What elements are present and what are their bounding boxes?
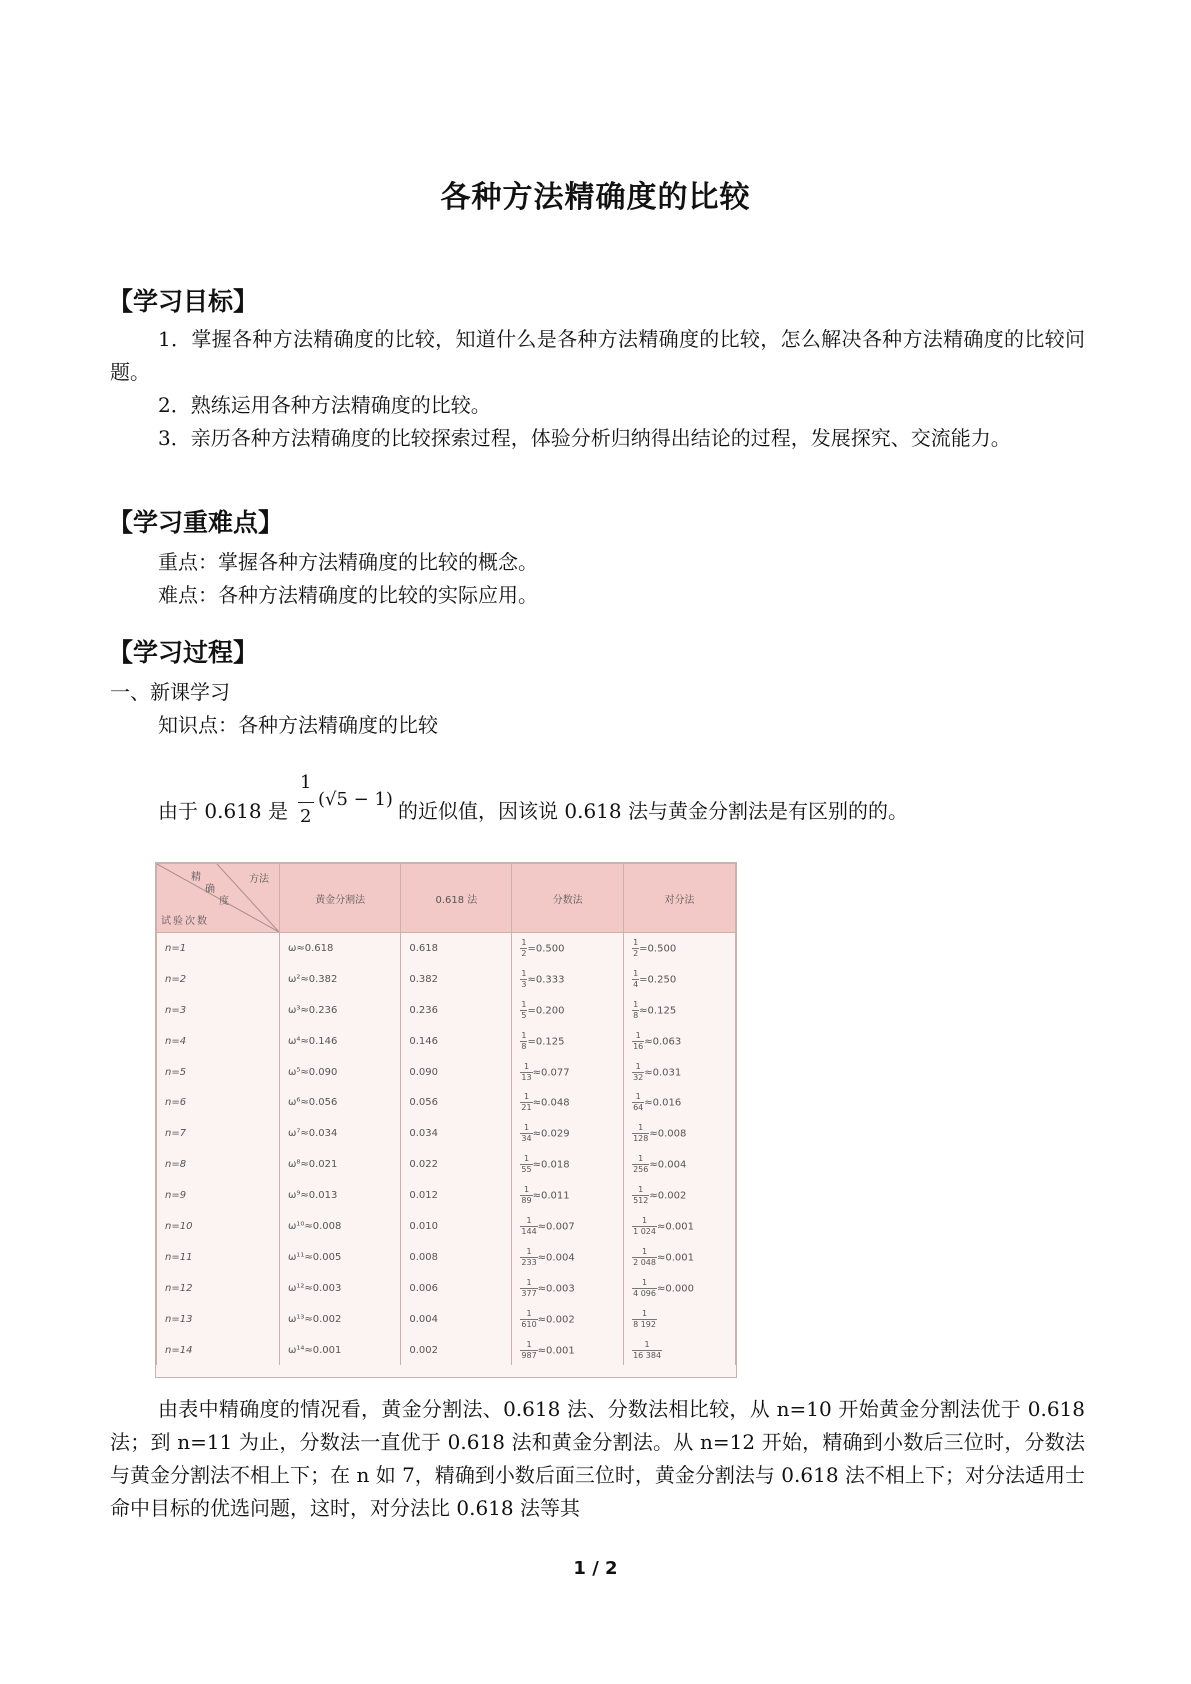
fraction-denominator: 5 xyxy=(521,1010,527,1020)
corner-label-jing: 精 xyxy=(191,872,201,883)
bisection-method-cell xyxy=(624,1211,736,1242)
fraction-denominator: 4 096 xyxy=(633,1288,656,1298)
fraction-denominator: 16 384 xyxy=(633,1350,662,1360)
fraction-denominator: 21 xyxy=(521,1103,532,1113)
goal-item-3: 3．亲历各种方法精确度的比较探索过程，体验分析归纳得出结论的过程，发展探究、交流能力。 xyxy=(158,426,1011,450)
fraction-method-cell xyxy=(512,1057,624,1088)
bisection-method-cell xyxy=(624,1087,736,1118)
golden-section-cell: ω¹⁰≈0.008 xyxy=(280,1211,401,1242)
trial-count-cell: n=2 xyxy=(157,964,280,995)
goal-item-1: 1．掌握各种方法精确度的比较，知道什么是各种方法精确度的比较，怎么解决各种方法精确度的比较问题。 xyxy=(110,327,1085,384)
fraction-denominator: 3 xyxy=(521,979,527,989)
method-0618-cell: 0.236 xyxy=(401,995,512,1026)
fraction-numerator: 1 xyxy=(632,1031,644,1042)
table-row xyxy=(157,1087,736,1118)
fraction xyxy=(520,1154,532,1175)
fraction xyxy=(632,1062,644,1083)
trial-count-cell: n=14 xyxy=(157,1335,280,1366)
fraction-numerator: 1 xyxy=(520,1247,537,1258)
fraction-denominator: 13 xyxy=(521,1072,532,1082)
fraction xyxy=(632,1309,657,1330)
fraction xyxy=(520,1123,532,1144)
trial-count-cell: n=9 xyxy=(157,1180,280,1211)
bisection-method-cell xyxy=(624,1304,736,1335)
golden-section-cell: ω⁹≈0.013 xyxy=(280,1180,401,1211)
formula-denominator: 2 xyxy=(300,806,312,827)
fraction-method-cell xyxy=(512,1149,624,1180)
sentence-suffix: 的近似值，因该说 0.618 法与黄金分割法是有区别的的。 xyxy=(398,799,908,823)
golden-section-cell: ω³≈0.236 xyxy=(280,995,401,1026)
golden-ratio-formula xyxy=(298,772,408,834)
fraction xyxy=(632,1092,644,1113)
fraction-denominator: 8 xyxy=(521,1041,527,1051)
fraction-value: ≈0.029 xyxy=(532,1128,570,1140)
fraction-numerator: 1 xyxy=(632,1185,649,1196)
bisection-method-cell xyxy=(624,1118,736,1149)
fraction-numerator: 1 xyxy=(521,1030,527,1040)
fraction-denominator: 55 xyxy=(521,1165,532,1175)
fraction-numerator: 1 xyxy=(632,1247,657,1258)
table-row xyxy=(157,1211,736,1242)
bisection-value: =0.500 xyxy=(639,943,677,955)
corner-label-du: 度 xyxy=(219,896,229,907)
fraction-denominator: 987 xyxy=(521,1350,537,1360)
fraction-value: =0.200 xyxy=(527,1005,565,1017)
method-0618-cell: 0.090 xyxy=(401,1057,512,1088)
bisection-method-cell xyxy=(624,1335,736,1366)
fraction-numerator: 1 xyxy=(520,1309,537,1320)
table-row xyxy=(157,1273,736,1304)
method-0618-cell: 0.022 xyxy=(401,1149,512,1180)
part-heading-new-lesson: 一、新课学习 xyxy=(110,680,230,704)
diagonal-header xyxy=(157,864,279,932)
bisection-value: ≈0.001 xyxy=(656,1221,694,1233)
fraction-numerator: 1 xyxy=(632,1340,662,1351)
trial-count-cell: n=11 xyxy=(157,1242,280,1273)
method-0618-cell: 0.012 xyxy=(401,1180,512,1211)
fraction-numerator: 1 xyxy=(632,1062,644,1073)
fraction-numerator: 1 xyxy=(520,1154,532,1165)
fraction xyxy=(632,1278,657,1299)
table-header-row xyxy=(157,864,736,933)
bisection-value: =0.250 xyxy=(639,974,677,986)
fraction-denominator: 4 xyxy=(633,979,639,989)
fraction xyxy=(632,1123,649,1144)
bisection-method-cell xyxy=(624,1180,736,1211)
golden-section-cell: ω¹⁴≈0.001 xyxy=(280,1335,401,1366)
fraction xyxy=(520,1278,537,1299)
fraction-method-cell xyxy=(512,1118,624,1149)
precision-comparison-table xyxy=(155,862,737,1378)
fraction xyxy=(520,1092,532,1113)
golden-section-cell: ω²≈0.382 xyxy=(280,964,401,995)
column-header-golden: 黄金分割法 xyxy=(280,864,401,933)
bisection-method-cell xyxy=(624,933,736,964)
golden-section-cell: ω⁷≈0.034 xyxy=(280,1118,401,1149)
fraction-value: ≈0.048 xyxy=(532,1097,570,1109)
page-number: 1 / 2 xyxy=(573,1558,618,1579)
bisection-value: ≈0.031 xyxy=(644,1067,682,1078)
method-0618-cell: 0.002 xyxy=(401,1335,512,1366)
fraction-numerator: 1 xyxy=(520,1062,532,1073)
fraction-numerator: 1 xyxy=(633,968,639,978)
fraction-method-cell xyxy=(512,1242,624,1273)
trial-count-cell: n=3 xyxy=(157,995,280,1026)
fraction-method-cell xyxy=(512,1211,624,1242)
trial-count-cell: n=12 xyxy=(157,1273,280,1304)
fraction-value: ≈0.077 xyxy=(532,1067,570,1078)
golden-section-cell: ω⁵≈0.090 xyxy=(280,1057,401,1088)
corner-label-method: 方法 xyxy=(249,874,269,885)
fraction-method-cell xyxy=(512,1026,624,1057)
section-heading-keypoints: 【学习重难点】 xyxy=(108,508,284,537)
fraction-numerator: 1 xyxy=(633,999,639,1009)
fraction-method-cell xyxy=(512,1273,624,1304)
table-row xyxy=(157,1057,736,1088)
goal-item-2: 2．熟练运用各种方法精确度的比较。 xyxy=(158,393,491,417)
fraction-denominator: 233 xyxy=(521,1257,537,1267)
section-heading-process: 【学习过程】 xyxy=(108,638,259,667)
difficult-point: 难点：各种方法精确度的比较的实际应用。 xyxy=(158,583,538,607)
bisection-value: ≈0.000 xyxy=(656,1283,694,1295)
fraction-numerator: 1 xyxy=(632,1309,657,1320)
golden-section-cell: ω⁴≈0.146 xyxy=(280,1026,401,1057)
fraction-value: ≈0.007 xyxy=(537,1221,575,1233)
bisection-value: ≈0.001 xyxy=(656,1252,694,1264)
bisection-method-cell xyxy=(624,995,736,1026)
table-row xyxy=(157,1026,736,1057)
fraction-denominator: 8 xyxy=(633,1010,639,1020)
fraction xyxy=(520,1340,537,1361)
bisection-value: ≈0.016 xyxy=(644,1097,682,1109)
bisection-method-cell xyxy=(624,1026,736,1057)
trial-count-cell: n=5 xyxy=(157,1057,280,1088)
golden-section-cell: ω¹³≈0.002 xyxy=(280,1304,401,1335)
method-0618-cell: 0.008 xyxy=(401,1242,512,1273)
fraction-numerator: 1 xyxy=(632,1278,657,1289)
table-row xyxy=(157,1335,736,1366)
fraction-denominator: 128 xyxy=(633,1134,649,1144)
table-row xyxy=(157,1118,736,1149)
fraction-numerator: 1 xyxy=(520,1092,532,1103)
fraction-denominator: 34 xyxy=(521,1134,532,1144)
fraction-numerator: 1 xyxy=(520,1278,537,1289)
bisection-value: ≈0.063 xyxy=(644,1036,682,1048)
fraction-value: ≈0.018 xyxy=(532,1159,570,1171)
method-0618-cell: 0.004 xyxy=(401,1304,512,1335)
fraction-denominator: 512 xyxy=(633,1196,649,1206)
golden-section-cell: ω⁸≈0.021 xyxy=(280,1149,401,1180)
fraction-value: ≈0.002 xyxy=(537,1314,575,1326)
trial-count-cell: n=1 xyxy=(157,933,280,964)
column-header-0618: 0.618 法 xyxy=(401,864,512,933)
trial-count-cell: n=10 xyxy=(157,1211,280,1242)
golden-section-cell: ω≈0.618 xyxy=(280,933,401,964)
knowledge-point: 知识点：各种方法精确度的比较 xyxy=(158,713,438,737)
bisection-method-cell xyxy=(624,964,736,995)
table-corner-cell xyxy=(157,864,280,933)
bisection-method-cell xyxy=(624,1242,736,1273)
trial-count-cell: n=4 xyxy=(157,1026,280,1057)
method-0618-cell: 0.146 xyxy=(401,1026,512,1057)
key-point: 重点：掌握各种方法精确度的比较的概念。 xyxy=(158,550,538,574)
fraction-numerator: 1 xyxy=(521,937,527,947)
trial-count-cell: n=13 xyxy=(157,1304,280,1335)
table-row xyxy=(157,1149,736,1180)
corner-label-trials: 试验次数 xyxy=(161,916,209,927)
fraction xyxy=(632,1216,657,1237)
fraction-method-cell xyxy=(512,1335,624,1366)
fraction-numerator: 1 xyxy=(632,1216,657,1227)
method-0618-cell: 0.010 xyxy=(401,1211,512,1242)
method-0618-cell: 0.056 xyxy=(401,1087,512,1118)
fraction-method-cell xyxy=(512,995,624,1026)
column-header-fraction: 分数法 xyxy=(512,864,624,933)
fraction-denominator: 2 xyxy=(633,948,639,958)
method-0618-cell: 0.034 xyxy=(401,1118,512,1149)
fraction-value: ≈0.003 xyxy=(537,1283,575,1295)
fraction-method-cell xyxy=(512,964,624,995)
fraction-value: ≈0.004 xyxy=(537,1252,575,1264)
method-0618-cell: 0.006 xyxy=(401,1273,512,1304)
fraction-denominator: 8 192 xyxy=(633,1319,656,1329)
formula-expression: (√5 − 1) xyxy=(318,789,393,810)
fraction-numerator: 1 xyxy=(520,1123,532,1134)
method-0618-cell: 0.618 xyxy=(401,933,512,964)
fraction-denominator: 2 048 xyxy=(633,1257,656,1267)
fraction-numerator: 1 xyxy=(521,968,527,978)
golden-section-cell: ω¹²≈0.003 xyxy=(280,1273,401,1304)
bisection-value: ≈0.008 xyxy=(649,1128,687,1140)
bisection-value: ≈0.004 xyxy=(649,1159,687,1171)
fraction xyxy=(632,1247,657,1268)
fraction-denominator: 256 xyxy=(633,1165,649,1175)
fraction-denominator: 1 024 xyxy=(633,1226,656,1236)
fraction-denominator: 610 xyxy=(521,1319,537,1329)
fraction xyxy=(520,1185,532,1206)
fraction-value: ≈0.011 xyxy=(532,1190,570,1202)
table-row xyxy=(157,1242,736,1273)
fraction-method-cell xyxy=(512,1180,624,1211)
section-heading-goals: 【学习目标】 xyxy=(108,287,259,316)
conclusion-paragraph: 由表中精确度的情况看，黄金分割法、0.618 法、分数法相比较，从 n=10 开始黄金分割法优于 0.618 法；到 n=11 为止，分数法一直优于 0.618 法和黄金分割法。从 n=12 开始，精确到小数后三位时，分数法与黄金分割法不相上下；在 n 如 7，精确到小数后面三位时，黄金分割法与 0.618 法不相上下；对分法适用士命中目标的优选问题，这时，对分法比 0.618 法等其 xyxy=(110,1397,1085,1520)
fraction-numerator: 1 xyxy=(521,999,527,1009)
fraction xyxy=(520,1247,537,1268)
fraction xyxy=(632,1185,649,1206)
bisection-method-cell xyxy=(624,1273,736,1304)
sentence-prefix: 由于 0.618 是 xyxy=(158,799,288,823)
table-row xyxy=(157,964,736,995)
fraction-denominator: 32 xyxy=(633,1072,644,1082)
fraction-denominator: 64 xyxy=(633,1103,644,1113)
fraction xyxy=(632,1031,644,1052)
formula-numerator: 1 xyxy=(300,772,312,793)
bisection-method-cell xyxy=(624,1149,736,1180)
fraction-numerator: 1 xyxy=(520,1216,537,1227)
fraction-method-cell xyxy=(512,1304,624,1335)
fraction xyxy=(520,1062,532,1083)
fraction-value: =0.125 xyxy=(527,1036,565,1048)
fraction-value: ≈0.333 xyxy=(527,974,565,986)
table-row xyxy=(157,995,736,1026)
fraction xyxy=(520,1309,537,1330)
fraction-numerator: 1 xyxy=(520,1185,532,1196)
bisection-method-cell xyxy=(624,1057,736,1088)
trial-count-cell: n=8 xyxy=(157,1149,280,1180)
fraction-denominator: 16 xyxy=(633,1041,644,1051)
trial-count-cell: n=7 xyxy=(157,1118,280,1149)
fraction-numerator: 1 xyxy=(633,937,639,947)
corner-label-que: 确 xyxy=(205,884,215,895)
fraction xyxy=(632,1340,662,1361)
fraction xyxy=(520,1216,537,1237)
bisection-value: ≈0.002 xyxy=(649,1190,687,1202)
golden-section-cell: ω¹¹≈0.005 xyxy=(280,1242,401,1273)
fraction-denominator: 89 xyxy=(521,1196,532,1206)
fraction-numerator: 1 xyxy=(632,1092,644,1103)
fraction-value: ≈0.001 xyxy=(537,1345,575,1357)
table-row xyxy=(157,933,736,964)
column-header-bisection: 对分法 xyxy=(624,864,736,933)
fraction-numerator: 1 xyxy=(520,1340,537,1351)
fraction-value: =0.500 xyxy=(527,943,565,955)
fraction-denominator: 377 xyxy=(521,1288,537,1298)
method-0618-cell: 0.382 xyxy=(401,964,512,995)
fraction-numerator: 1 xyxy=(632,1123,649,1134)
fraction-method-cell xyxy=(512,1087,624,1118)
table-row xyxy=(157,1180,736,1211)
golden-section-cell: ω⁶≈0.056 xyxy=(280,1087,401,1118)
table-row xyxy=(157,1304,736,1335)
fraction-denominator: 144 xyxy=(521,1226,537,1236)
formula-fraction-bar xyxy=(298,802,314,803)
bisection-value: ≈0.125 xyxy=(639,1005,677,1017)
fraction-denominator: 2 xyxy=(521,948,527,958)
fraction xyxy=(632,1154,649,1175)
table-body xyxy=(157,933,736,1366)
page-title: 各种方法精确度的比较 xyxy=(440,180,751,215)
trial-count-cell: n=6 xyxy=(157,1087,280,1118)
fraction-method-cell xyxy=(512,933,624,964)
fraction-numerator: 1 xyxy=(632,1154,649,1165)
